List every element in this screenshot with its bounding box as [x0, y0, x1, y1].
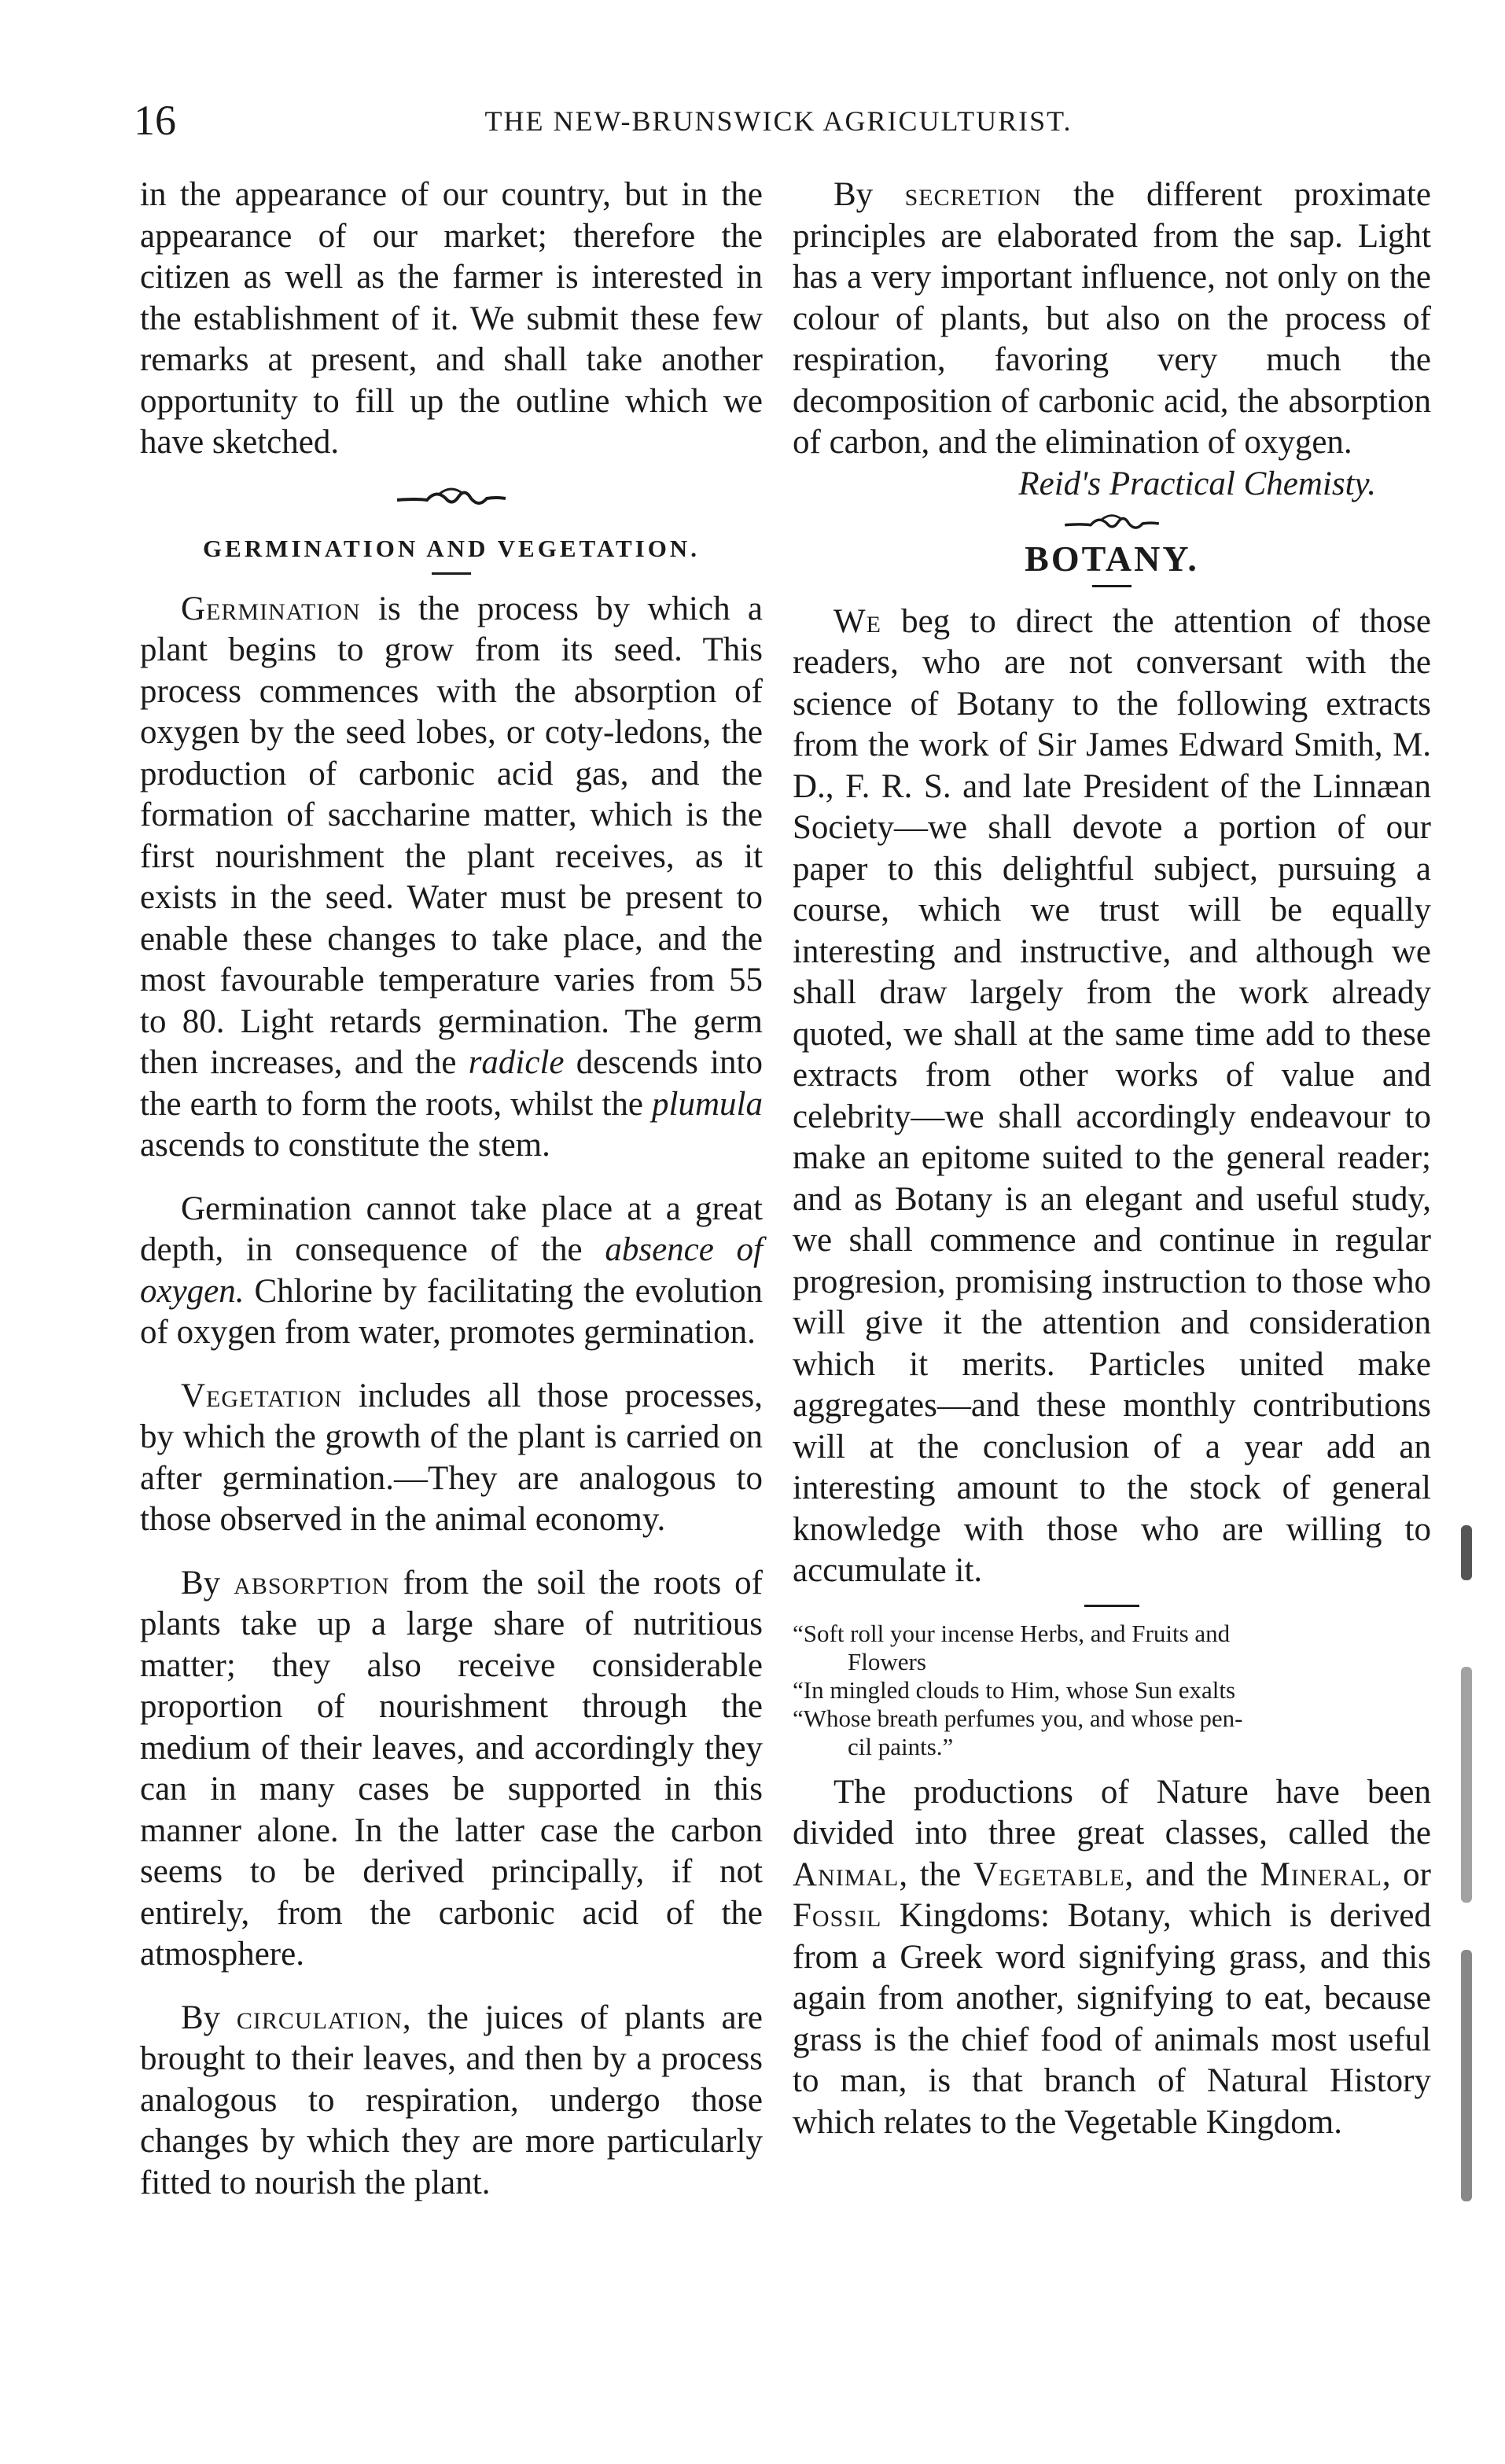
running-head: THE NEW-BRUNSWICK AGRICULTURIST.: [484, 105, 1073, 137]
botany-intro-paragraph: We beg to direct the attention of those readers, who are not conversant with the science of Botany to the following extracts from the work of Sir James Edward Smith, M. D., F. R. S. and late President of the Linnæan Society—we shall devote a portion of our paper to this delightful subject, pursuing a course, which we trust will be equally interesting and instructive, and although we shall draw largely from the work already quoted, we shall at the same time add to these extracts from other works of value and celebrity—we shall accordingly endeavour to make an epitome suited to the general reader; and as Botany is an elegant and useful study, we shall commence and continue in regular progresion, promising instruction to those who will give it the attention and consideration which it merits. Particles united make aggregates—and these monthly contributions will at the conclusion of a year add an interesting amount to the stock of general knowledge with those who are willing to accumulate it.: [793, 602, 1431, 1589]
section-title-germination: GERMINATION AND VEGETATION.: [203, 534, 700, 562]
left-column: [140, 175, 763, 2204]
continued-paragraph: in the appearance of our country, but in the appearance of our market; therefore the citizen as well as the farmer is interested in the establishment of it. We submit these few remarks at present, and shall take another opportunity to fill up the outline which we have sketched.: [140, 176, 763, 461]
depth-paragraph: Germination cannot take place at a great depth, in consequence of the absence of oxygen. Chlorine by facilitating the evolution of oxygen from water, promotes germination.: [140, 1190, 763, 1351]
secretion-paragraph: By secretion the different proximate principles are elaborated from the sap. Light has a very important influence, not only on the colour of plants, but also on the process of respiration, favoring very much the decomposition of carbonic acid, the absorption of carbon, and the elimination of oxygen.: [793, 176, 1431, 461]
circulation-paragraph: By circulation, the juices of plants are brought to their leaves, and then by a process analogous to respiration, undergo those changes by which they are more particularly fitted to nourish the plant.: [140, 1999, 763, 2201]
verse-line: Flowers: [848, 1647, 926, 1675]
binding-edge-mark: [1461, 1950, 1472, 2201]
germination-paragraph: Germination is the process by which a plant begins to grow from its seed. This process commences with the absorption of oxygen by the seed lobes, or coty-ledons, the production of carbonic acid gas, and the formation of saccharine matter, which is the first nourishment the plant receives, as it exists in the seed. Water must be present to enable these changes to take place, and the most favourable temperature varies from 55 to 80. Light retards germination. The germ then increases, and the radicle descends into the earth to form the roots, whilst the plumula ascends to constitute the stem.: [140, 590, 763, 1164]
source-attribution: Reid's Practical Chemisty.: [1018, 465, 1376, 502]
binding-edge-mark: [1461, 1525, 1472, 1580]
verse-line: “Soft roll your incense Herbs, and Fruits and: [793, 1619, 1231, 1647]
verse-line: “In mingled clouds to Him, whose Sun exalts: [793, 1675, 1236, 1704]
absorption-paragraph: By absorption from the soil the roots of plants take up a large share of nutritious matter; they also receive considerable proportion of nourishment through the medium of their leaves, and accordingly they can in many cases be supported in this manner alone. In the latter case the carbon seems to be derived principally, if not entirely, from the carbonic acid of the atmosphere.: [140, 1564, 763, 1973]
page-number: 16: [134, 97, 176, 144]
title-rule: [432, 572, 471, 575]
ornament-divider-icon: [392, 481, 510, 516]
title-rule: [1092, 585, 1132, 587]
page-header: [134, 93, 1423, 148]
ornament-divider-icon: [1061, 508, 1163, 539]
verse-line: “Whose breath perfumes you, and whose pen-: [793, 1704, 1243, 1732]
section-title-botany: BOTANY.: [1025, 538, 1199, 579]
verse-line: cil paints.”: [848, 1732, 954, 1760]
right-column: [793, 175, 1431, 2143]
binding-edge-mark: [1461, 1667, 1472, 1903]
kingdoms-paragraph: The productions of Nature have been divided into three great classes, called the Animal, the Vegetable, and the Mineral, or Fossil Kingdoms: Botany, which is derived from a Greek word signifying grass, and this again from another, signifying to eat, because grass is the chief food of animals most useful to man, is that branch of Natural History which relates to the Vegetable Kingdom.: [793, 1773, 1431, 2141]
verse-rule: [1084, 1605, 1139, 1607]
verse-quotation: [793, 1620, 1431, 1761]
vegetation-paragraph: Vegetation includes all those processes, by which the growth of the plant is carried on after germination.—They are analogous to those observed in the animal economy.: [140, 1377, 763, 1538]
